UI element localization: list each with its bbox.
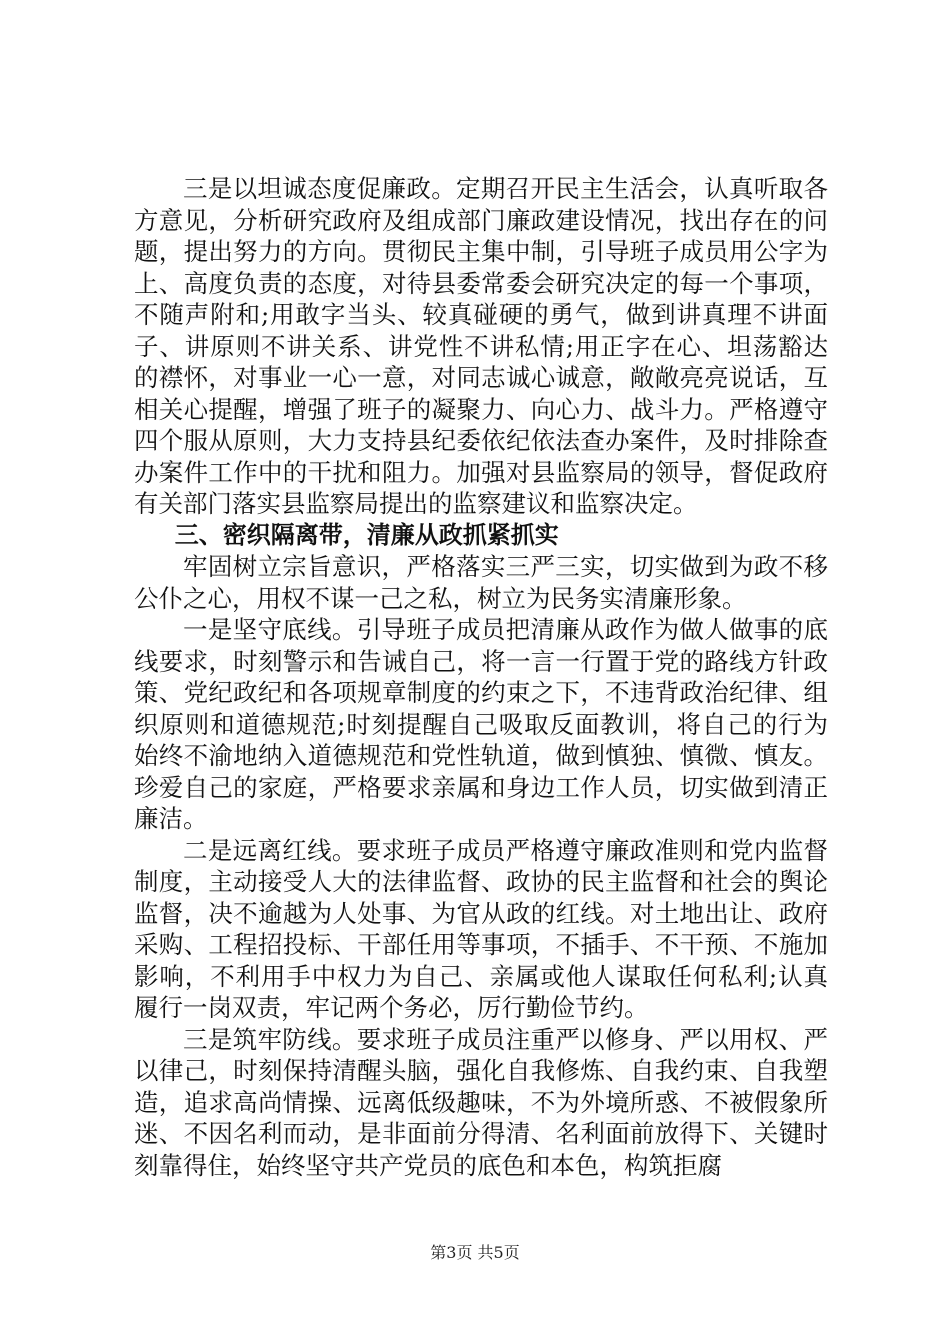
page-number-indicator: 第3页 共5页	[430, 1243, 520, 1262]
paragraph-defense-line: 三是筑牢防线。要求班子成员注重严以修身、严以用权、严以律己，时刻保持清醒头脑，强化自我修炼、自我约束、自我塑造，追求高尚情操、远离低级趣味，不为外境所惑、不被假象所迷、不因名利而动，是非面前分得清、名利面前放得下、关键时刻靠得住，始终坚守共产党员的底色和本色，构筑拒腐	[134, 1024, 828, 1180]
paragraph-red-line: 二是远离红线。要求班子成员严格遵守廉政准则和党内监督制度，主动接受人大的法律监督、政协的民主监督和社会的舆论监督，决不逾越为人处事、为官从政的红线。对土地出让、政府采购、工程招投标、干部任用等事项，不插手、不干预、不施加影响，不利用手中权力为自己、亲属或他人谋取任何私利;认真履行一岗双责，牢记两个务必，厉行勤俭节约。	[134, 835, 828, 1022]
section-heading: 三、密织隔离带，清廉从政抓紧抓实	[174, 520, 559, 549]
paragraph-candor-integrity: 三是以坦诚态度促廉政。定期召开民主生活会，认真听取各方意见，分析研究政府及组成部门廉政建设情况，找出存在的问题，提出努力的方向。贯彻民主集中制，引导班子成员用公字为上、高度负责的态度，对待县委常委会研究决定的每一个事项，不随声附和;用敢字当头、较真碰硬的勇气，做到讲真理不讲面子、讲原则不讲关系、讲党性不讲私情;用正字在心、坦荡豁达的襟怀，对事业一心一意，对同志诚心诚意，敞敞亮亮说话，互相关心提醒，增强了班子的凝聚力、向心力、战斗力。严格遵守四个服从原则，大力支持县纪委依纪依法查办案件，及时排除查办案件工作中的干扰和阻力。加强对县监察局的领导，督促政府有关部门落实县监察局提出的监察建议和监察决定。	[134, 174, 828, 518]
document-body	[134, 173, 828, 1181]
paragraph-bottom-line: 一是坚守底线。引导班子成员把清廉从政作为做人做事的底线要求，时刻警示和告诫自己，将一言一行置于党的路线方针政策、党纪政纪和各项规章制度的约束之下，不违背政治纪律、组织原则和道德规范;时刻提醒自己吸取反面教训，将自己的行为始终不渝地纳入道德规范和党性轨道，做到慎独、慎微、慎友。珍爱自己的家庭，严格要求亲属和身边工作人员，切实做到清正廉洁。	[134, 615, 828, 833]
paragraph-purpose-awareness: 牢固树立宗旨意识，严格落实三严三实，切实做到为政不移公仆之心，用权不谋一己之私，树立为民务实清廉形象。	[134, 552, 828, 613]
page-footer	[0, 1240, 950, 1263]
